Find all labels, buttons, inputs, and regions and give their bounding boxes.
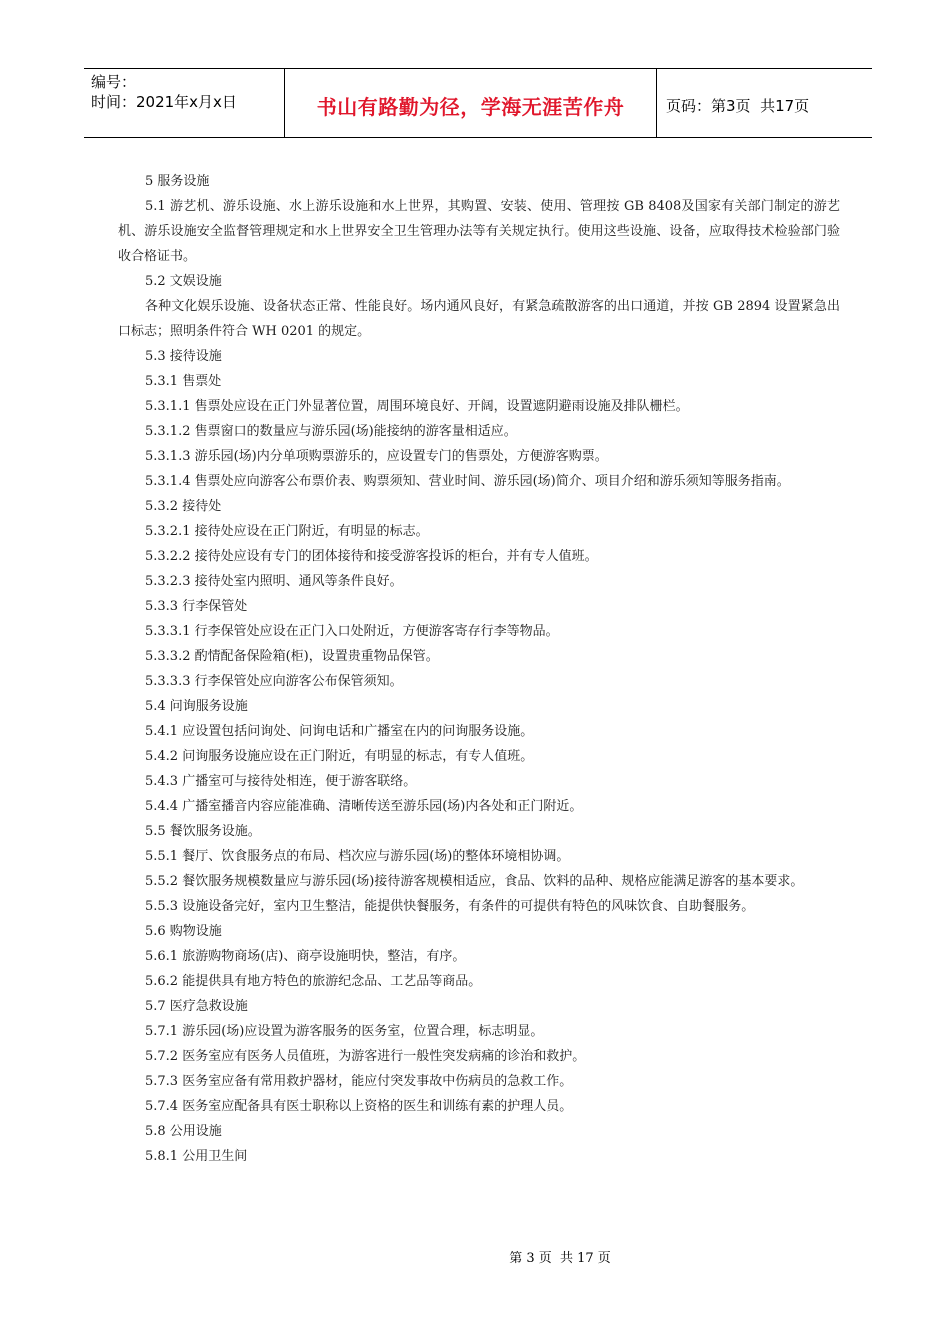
paragraph: 5.5.1 餐厅、饮食服务点的布局、档次应与游乐园(场)的整体环境相协调。 [145, 849, 570, 864]
paragraph: 5.2 文娱设施 [145, 274, 222, 289]
paragraph: 5 服务设施 [145, 174, 210, 189]
paragraph: 5.6.2 能提供具有地方特色的旅游纪念品、工艺品等商品。 [145, 974, 482, 989]
time-label: 时间：2021年x月x日 [91, 93, 237, 111]
paragraph: 5.3.3.2 酌情配备保险箱(柜)，设置贵重物品保管。 [145, 649, 439, 664]
page-label: 页码：第3页 共17页 [666, 96, 810, 115]
header-motto-cell [284, 69, 657, 137]
page-header [84, 68, 872, 138]
paragraph: 5.4.1 应设置包括问询处、问询电话和广播室在内的问询服务设施。 [145, 724, 534, 739]
paragraph: 5.3.2 接待处 [145, 499, 222, 514]
page-footer: 第 3 页 共 17 页 [509, 1251, 611, 1266]
paragraph: 5.3.2.3 接待处室内照明、通风等条件良好。 [145, 574, 403, 589]
paragraph: 5.3.3 行李保管处 [145, 599, 248, 614]
paragraph: 5.3.1 售票处 [145, 374, 222, 389]
paragraph: 5.6.1 旅游购物商场(店)、商亭设施明快，整洁，有序。 [145, 949, 466, 964]
paragraph: 5.7.1 游乐园(场)应设置为游客服务的医务室，位置合理，标志明显。 [145, 1024, 544, 1039]
paragraph: 各种文化娱乐设施、设备状态正常、性能良好。场内通风良好，有紧急疏散游客的出口通道，并按 GB 2894 设置紧急出口标志；照明条件符合 WH 0201 的规定。 [118, 299, 840, 339]
paragraph: 5.3 接待设施 [145, 349, 222, 364]
paragraph: 5.3.3.1 行李保管处应设在正门入口处附近，方便游客寄存行李等物品。 [145, 624, 559, 639]
paragraph: 5.3.1.1 售票处应设在正门外显著位置，周围环境良好、开阔，设置遮阴避雨设施及排队栅栏。 [145, 399, 689, 414]
motto-text: 书山有路勤为径，学海无涯苦作舟 [316, 94, 625, 119]
header-page-cell [657, 69, 872, 137]
number-label: 编号： [91, 73, 137, 91]
paragraph: 5.3.1.2 售票窗口的数量应与游乐园(场)能接纳的游客量相适应。 [145, 424, 517, 439]
paragraph: 5.7.3 医务室应备有常用救护器材，能应付突发事故中伤病员的急救工作。 [145, 1074, 573, 1089]
paragraph: 5.3.2.1 接待处应设在正门附近，有明显的标志。 [145, 524, 429, 539]
paragraph: 5.7.2 医务室应有医务人员值班，为游客进行一般性突发病痛的诊治和救护。 [145, 1049, 586, 1064]
paragraph: 5.8 公用设施 [145, 1124, 222, 1139]
paragraph: 5.1 游艺机、游乐设施、水上游乐设施和水上世界，其购置、安装、使用、管理按 GB 8408及国家有关部门制定的游艺机、游乐设施安全监督管理规定和水上世界安全卫生管理办法等有关规定执行。使用这些设施、设备，应取得技术检验部门验收合格证书。 [118, 199, 840, 264]
paragraph: 5.4.2 问询服务设施应设在正门附近，有明显的标志，有专人值班。 [145, 749, 534, 764]
paragraph: 5.7 医疗急救设施 [145, 999, 248, 1014]
paragraph: 5.3.3.3 行李保管处应向游客公布保管须知。 [145, 674, 403, 689]
paragraph: 5.5.3 设施设备完好，室内卫生整洁，能提供快餐服务，有条件的可提供有特色的风味饮食、自助餐服务。 [145, 899, 755, 914]
header-info [84, 69, 284, 137]
paragraph: 5.3.1.3 游乐园(场)内分单项购票游乐的，应设置专门的售票处，方便游客购票。 [145, 449, 608, 464]
paragraph: 5.6 购物设施 [145, 924, 222, 939]
paragraph: 5.5.2 餐饮服务规模数量应与游乐园(场)接待游客规模相适应，食品、饮料的品种、规格应能满足游客的基本要求。 [145, 874, 804, 889]
paragraph: 5.4.4 广播室播音内容应能准确、清晰传送至游乐园(场)内各处和正门附近。 [145, 799, 583, 814]
paragraph: 5.3.2.2 接待处应设有专门的团体接待和接受游客投诉的柜台，并有专人值班。 [145, 549, 598, 564]
paragraph: 5.8.1 公用卫生间 [145, 1149, 248, 1164]
document-body [118, 169, 840, 1169]
paragraph: 5.3.1.4 售票处应向游客公布票价表、购票须知、营业时间、游乐园(场)简介、项目介绍和游乐须知等服务指南。 [145, 474, 790, 489]
paragraph: 5.4.3 广播室可与接待处相连，便于游客联络。 [145, 774, 417, 789]
paragraph: 5.5 餐饮服务设施。 [145, 824, 261, 839]
paragraph: 5.7.4 医务室应配备具有医士职称以上资格的医生和训练有素的护理人员。 [145, 1099, 573, 1114]
paragraph: 5.4 问询服务设施 [145, 699, 248, 714]
